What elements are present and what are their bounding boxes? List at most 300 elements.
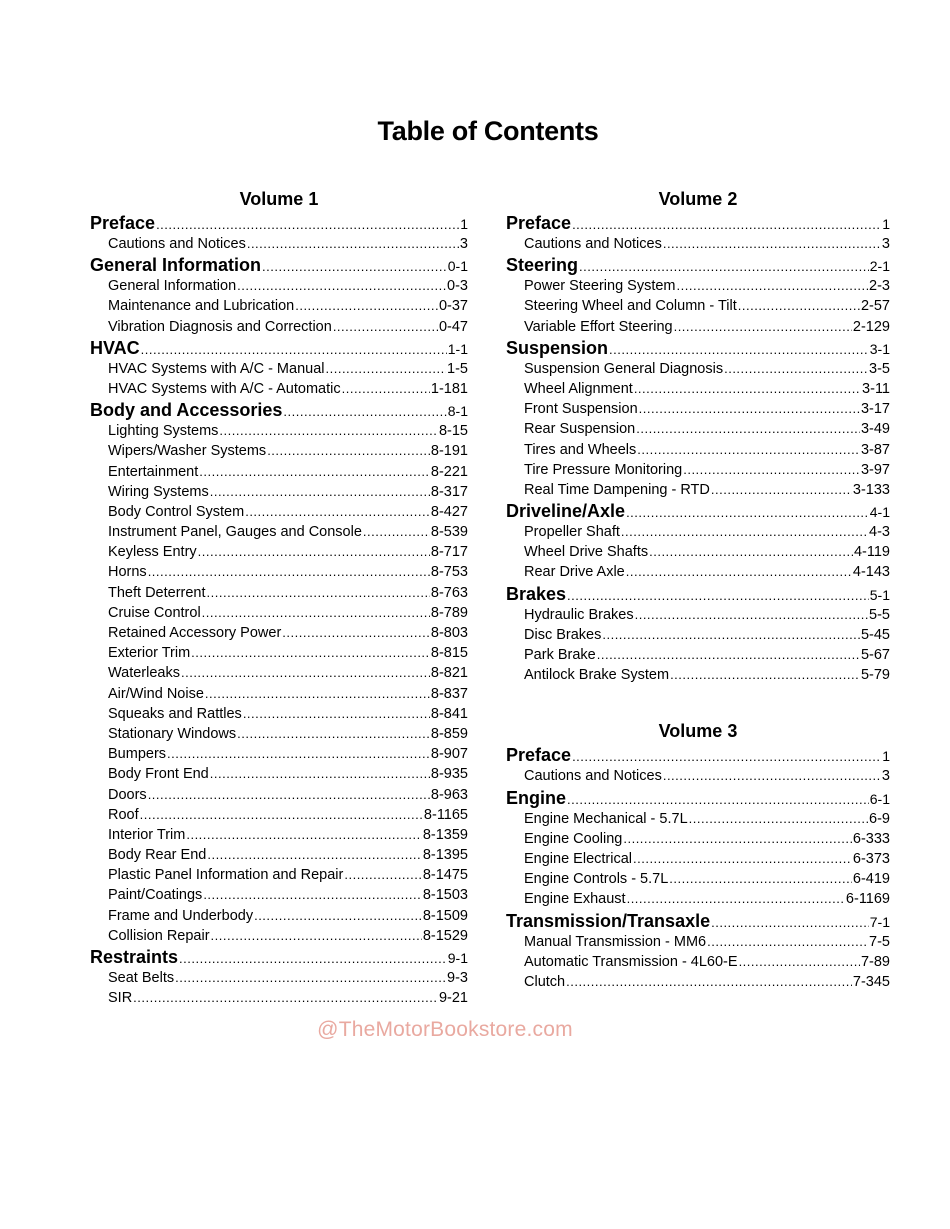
dot-leader bbox=[572, 214, 881, 236]
toc-entry[interactable] bbox=[90, 462, 468, 482]
toc-entry[interactable] bbox=[90, 542, 468, 562]
toc-entry-page: 5-79 bbox=[860, 667, 890, 684]
dot-leader bbox=[141, 339, 447, 361]
toc-section-page: 3-1 bbox=[869, 340, 890, 357]
toc-entry[interactable] bbox=[90, 968, 468, 988]
toc-entry-page: 1-5 bbox=[447, 360, 468, 377]
toc-entry-page: 8-1395 bbox=[422, 847, 468, 864]
toc-entry-page: 8-935 bbox=[430, 766, 468, 783]
toc-entry[interactable] bbox=[90, 583, 468, 603]
toc-entry-title: SIR bbox=[108, 990, 133, 1007]
dot-leader bbox=[683, 460, 860, 480]
volume-1-entries bbox=[90, 212, 468, 1008]
toc-section[interactable] bbox=[90, 337, 468, 359]
toc-entry-title: Manual Transmission - MM6 bbox=[524, 933, 707, 950]
toc-entry-title: Body Front End bbox=[108, 766, 209, 783]
toc-entry-title: Cruise Control bbox=[108, 604, 201, 621]
dot-leader bbox=[283, 401, 446, 423]
toc-entry-title: Park Brake bbox=[524, 647, 596, 663]
toc-entry-title: General Information bbox=[108, 278, 237, 295]
volume-1-column bbox=[90, 186, 468, 1008]
dot-leader bbox=[634, 379, 861, 399]
toc-entry[interactable] bbox=[90, 421, 468, 441]
toc-section-page: 9-1 bbox=[447, 950, 468, 966]
toc-section-page: 7-1 bbox=[869, 913, 890, 930]
toc-section-title: Driveline/Axle bbox=[506, 501, 626, 522]
toc-entry-title: Stationary Windows bbox=[108, 725, 237, 742]
toc-entry[interactable] bbox=[90, 276, 468, 296]
toc-entry-page: 6-1169 bbox=[845, 891, 890, 908]
toc-entry[interactable] bbox=[90, 502, 468, 522]
toc-section[interactable] bbox=[90, 399, 468, 421]
dot-leader bbox=[566, 972, 852, 992]
toc-entry-page: 2-129 bbox=[852, 318, 890, 335]
dot-leader bbox=[247, 234, 459, 254]
toc-entry[interactable] bbox=[90, 926, 468, 946]
toc-entry-title: Keyless Entry bbox=[108, 544, 197, 561]
toc-entry-title: Vibration Diagnosis and Correction bbox=[108, 318, 332, 335]
toc-section[interactable] bbox=[506, 787, 890, 809]
toc-section[interactable] bbox=[506, 910, 890, 932]
dot-leader bbox=[140, 805, 423, 825]
dot-leader bbox=[198, 542, 430, 562]
toc-entry-title: Hydraulic Brakes bbox=[524, 606, 634, 623]
toc-entry-page: 3-133 bbox=[852, 481, 890, 498]
toc-entry-page: 8-907 bbox=[430, 746, 468, 763]
toc-section-title: Preface bbox=[90, 213, 156, 233]
toc-entry[interactable] bbox=[90, 805, 468, 825]
toc-entry-title: Disc Brakes bbox=[524, 626, 602, 643]
dot-leader bbox=[207, 845, 422, 865]
dot-leader bbox=[609, 339, 869, 361]
toc-entry-title: Retained Accessory Power bbox=[108, 625, 282, 641]
toc-section-title: General Information bbox=[90, 255, 262, 276]
toc-entry-page: 1-181 bbox=[430, 380, 468, 397]
toc-entry-title: Engine Electrical bbox=[524, 850, 632, 867]
toc-entry[interactable] bbox=[90, 482, 468, 502]
toc-entry-page: 8-717 bbox=[430, 544, 468, 561]
toc-entry[interactable] bbox=[506, 665, 890, 685]
toc-entry-page: 4-3 bbox=[869, 524, 890, 541]
toc-entry-page: 8-1509 bbox=[422, 907, 468, 924]
toc-section-title: Suspension bbox=[506, 337, 609, 358]
toc-entry-page: 8-763 bbox=[430, 584, 468, 601]
dot-leader bbox=[739, 952, 860, 972]
toc-entry-title: Body Rear End bbox=[108, 847, 207, 864]
toc-entry-title: Rear Suspension bbox=[524, 421, 636, 438]
toc-section[interactable] bbox=[506, 500, 890, 522]
toc-section-page: 1-1 bbox=[447, 340, 468, 357]
toc-entry-page: 0-37 bbox=[438, 298, 468, 315]
toc-entry-title: Interior Trim bbox=[108, 826, 186, 843]
toc-entry-title: Cautions and Notices bbox=[524, 236, 662, 252]
dot-leader bbox=[219, 421, 438, 441]
dot-leader bbox=[636, 419, 860, 439]
toc-entry-title: Variable Effort Steering bbox=[524, 318, 673, 335]
dot-leader bbox=[738, 296, 860, 316]
toc-entry[interactable] bbox=[90, 522, 468, 542]
toc-entry-title: HVAC Systems with A/C - Manual bbox=[108, 360, 325, 377]
toc-entry[interactable] bbox=[506, 296, 890, 316]
toc-section-title: HVAC bbox=[90, 337, 140, 358]
toc-entry-page: 8-1359 bbox=[422, 826, 468, 843]
volume-3-entries bbox=[506, 744, 890, 992]
toc-entry[interactable] bbox=[90, 441, 468, 461]
dot-leader bbox=[245, 502, 430, 522]
toc-entry-page: 8-15 bbox=[438, 423, 468, 440]
toc-section-title: Brakes bbox=[506, 583, 567, 604]
toc-entry-page: 5-5 bbox=[869, 606, 890, 623]
toc-entry-title: Air/Wind Noise bbox=[108, 685, 204, 702]
toc-entry-title: Frame and Underbody bbox=[108, 907, 254, 924]
toc-section-page: 1 bbox=[460, 216, 468, 232]
toc-entry[interactable] bbox=[506, 542, 890, 562]
toc-entry-title: Doors bbox=[108, 786, 147, 803]
dot-leader bbox=[344, 865, 421, 885]
toc-entry[interactable] bbox=[90, 785, 468, 805]
dot-leader bbox=[333, 317, 438, 337]
dot-leader bbox=[635, 605, 868, 625]
dot-leader bbox=[282, 623, 430, 643]
toc-entry-title: Instrument Panel, Gauges and Console bbox=[108, 524, 362, 541]
toc-entry-page: 7-89 bbox=[860, 953, 890, 970]
toc-entry-page: 4-143 bbox=[852, 564, 890, 581]
toc-entry[interactable] bbox=[506, 869, 890, 889]
toc-entry[interactable] bbox=[506, 276, 890, 296]
toc-entry-page: 0-3 bbox=[447, 278, 468, 295]
toc-entry[interactable] bbox=[90, 704, 468, 724]
dot-leader bbox=[326, 359, 447, 379]
toc-entry-page: 8-837 bbox=[430, 685, 468, 702]
toc-entry-page: 8-317 bbox=[430, 483, 468, 500]
toc-section-page: 1 bbox=[882, 748, 890, 765]
toc-entry[interactable] bbox=[506, 317, 890, 337]
toc-entry-title: Entertainment bbox=[108, 463, 199, 480]
toc-entry[interactable] bbox=[90, 865, 468, 885]
dot-leader bbox=[243, 704, 430, 724]
dot-leader bbox=[342, 379, 430, 399]
toc-entry-page: 8-1165 bbox=[423, 806, 468, 823]
dot-leader bbox=[254, 906, 422, 926]
toc-section-page: 2-1 bbox=[869, 258, 890, 275]
dot-leader bbox=[637, 440, 860, 460]
toc-entry-page: 3 bbox=[881, 768, 890, 785]
dot-leader bbox=[597, 645, 860, 665]
toc-entry[interactable] bbox=[90, 825, 468, 845]
toc-entry-title: Automatic Transmission - 4L60-E bbox=[524, 953, 738, 970]
toc-entry-title: Waterleaks bbox=[108, 665, 180, 682]
volume-heading: Volume 1 bbox=[239, 189, 319, 209]
toc-entry-title: Power Steering System bbox=[524, 278, 676, 295]
toc-section-title: Preface bbox=[506, 213, 572, 233]
toc-entry[interactable] bbox=[90, 562, 468, 582]
dot-leader bbox=[179, 948, 447, 970]
toc-entry[interactable] bbox=[90, 845, 468, 865]
toc-section[interactable] bbox=[90, 946, 468, 968]
toc-entry-page: 6-333 bbox=[852, 830, 890, 847]
dot-leader bbox=[621, 522, 868, 542]
toc-section[interactable] bbox=[506, 212, 890, 234]
dot-leader bbox=[626, 502, 869, 524]
toc-entry-title: Exterior Trim bbox=[108, 645, 191, 662]
watermark: @TheMotorBookstore.com bbox=[317, 1018, 573, 1041]
toc-entry[interactable] bbox=[90, 359, 468, 379]
toc-section-title: Restraints bbox=[90, 947, 179, 967]
toc-entry[interactable] bbox=[506, 766, 890, 786]
dot-leader bbox=[199, 462, 430, 482]
toc-entry[interactable] bbox=[90, 234, 468, 254]
dot-leader bbox=[627, 889, 845, 909]
dot-leader bbox=[210, 482, 430, 502]
dot-leader bbox=[649, 542, 853, 562]
toc-entry-page: 8-191 bbox=[430, 443, 468, 460]
toc-entry[interactable] bbox=[506, 399, 890, 419]
toc-entry[interactable] bbox=[506, 932, 890, 952]
toc-entry[interactable] bbox=[506, 522, 890, 542]
volume-heading: Volume 3 bbox=[658, 721, 738, 742]
toc-entry-page: 0-47 bbox=[438, 318, 468, 335]
dot-leader bbox=[724, 359, 868, 379]
toc-entry-title: Tires and Wheels bbox=[524, 441, 637, 458]
toc-section-title: Preface bbox=[506, 745, 572, 766]
toc-entry-page: 4-119 bbox=[853, 544, 890, 561]
dot-leader bbox=[707, 932, 868, 952]
toc-section-page: 1 bbox=[882, 216, 890, 232]
toc-section-page: 8-1 bbox=[447, 403, 468, 420]
toc-entry-title: Antilock Brake System bbox=[524, 667, 670, 684]
dot-leader bbox=[689, 809, 868, 829]
toc-entry[interactable] bbox=[90, 906, 468, 926]
toc-entry-title: Wheel Alignment bbox=[524, 380, 633, 397]
dot-leader bbox=[267, 441, 430, 461]
toc-entry-title: Clutch bbox=[524, 973, 566, 990]
toc-entry-page: 3-5 bbox=[869, 360, 890, 377]
toc-entry-page: 8-1475 bbox=[422, 867, 468, 884]
toc-entry-page: 2-57 bbox=[860, 298, 890, 315]
dot-leader bbox=[674, 317, 852, 337]
toc-section[interactable] bbox=[90, 212, 468, 234]
dot-leader bbox=[572, 746, 881, 768]
dot-leader bbox=[203, 885, 422, 905]
toc-entry[interactable] bbox=[506, 419, 890, 439]
toc-entry-page: 5-67 bbox=[860, 647, 890, 663]
toc-entry-page: 8-1529 bbox=[422, 927, 468, 944]
toc-entry-page: 8-859 bbox=[430, 725, 468, 742]
volume-heading: Volume 2 bbox=[658, 189, 738, 209]
toc-entry[interactable] bbox=[90, 744, 468, 764]
toc-entry[interactable] bbox=[506, 625, 890, 645]
toc-entry-title: Engine Mechanical - 5.7L bbox=[524, 810, 688, 827]
dot-leader bbox=[148, 785, 430, 805]
toc-entry-page: 3-87 bbox=[860, 441, 890, 458]
toc-section-page: 4-1 bbox=[869, 504, 890, 521]
toc-entry[interactable] bbox=[90, 663, 468, 683]
toc-entry[interactable] bbox=[506, 440, 890, 460]
toc-entry-title: Collision Repair bbox=[108, 927, 210, 944]
toc-entry[interactable] bbox=[506, 480, 890, 500]
dot-leader bbox=[677, 276, 869, 296]
toc-entry-page: 8-815 bbox=[430, 645, 468, 662]
toc-entry[interactable] bbox=[506, 562, 890, 582]
dot-leader bbox=[202, 603, 430, 623]
toc-entry-page: 3-97 bbox=[860, 461, 890, 478]
toc-entry[interactable] bbox=[90, 643, 468, 663]
toc-section-title: Engine bbox=[506, 787, 567, 808]
dot-leader bbox=[363, 522, 430, 542]
toc-entry-title: Horns bbox=[108, 564, 147, 581]
toc-section-title: Steering bbox=[506, 255, 579, 276]
page-title: Table of Contents bbox=[377, 116, 599, 146]
toc-entry-page: 2-3 bbox=[869, 278, 890, 295]
toc-entry-page: 6-419 bbox=[852, 871, 890, 888]
toc-entry-title: Paint/Coatings bbox=[108, 887, 203, 904]
toc-entry-page: 8-803 bbox=[430, 625, 468, 641]
toc-entry-page: 7-345 bbox=[852, 973, 890, 990]
toc-entry[interactable] bbox=[506, 952, 890, 972]
toc-section-page: 6-1 bbox=[869, 790, 890, 807]
dot-leader bbox=[181, 663, 430, 683]
toc-entry[interactable] bbox=[506, 359, 890, 379]
toc-entry-page: 8-539 bbox=[430, 524, 468, 541]
toc-entry-title: Body Control System bbox=[108, 503, 245, 520]
dot-leader bbox=[191, 643, 430, 663]
toc-entry[interactable] bbox=[90, 988, 468, 1008]
dot-leader bbox=[633, 849, 852, 869]
toc-section-page: 0-1 bbox=[447, 258, 468, 275]
dot-leader bbox=[205, 684, 430, 704]
toc-section[interactable] bbox=[506, 337, 890, 359]
dot-leader bbox=[148, 562, 430, 582]
toc-entry-page: 9-21 bbox=[438, 990, 468, 1007]
dot-leader bbox=[663, 234, 881, 254]
toc-entry[interactable] bbox=[506, 605, 890, 625]
dot-leader bbox=[711, 912, 869, 934]
toc-entry-title: Tire Pressure Monitoring bbox=[524, 461, 683, 478]
dot-leader bbox=[237, 724, 430, 744]
toc-entry-page: 3 bbox=[459, 236, 468, 252]
toc-entry-title: Engine Cooling bbox=[524, 830, 623, 847]
toc-entry-title: Cautions and Notices bbox=[524, 768, 662, 785]
toc-entry[interactable] bbox=[90, 379, 468, 399]
dot-leader bbox=[663, 766, 881, 786]
toc-entry-page: 3-17 bbox=[860, 401, 890, 418]
toc-entry-title: Front Suspension bbox=[524, 401, 638, 418]
toc-entry[interactable] bbox=[90, 603, 468, 623]
toc-entry-title: Lighting Systems bbox=[108, 423, 219, 440]
dot-leader bbox=[262, 256, 447, 278]
dot-leader bbox=[175, 968, 446, 988]
toc-section-page: 5-1 bbox=[869, 586, 890, 603]
toc-section[interactable] bbox=[506, 744, 890, 766]
toc-entry-page: 8-427 bbox=[430, 503, 468, 520]
toc-section-title: Transmission/Transaxle bbox=[506, 910, 711, 931]
toc-entry-title: Engine Controls - 5.7L bbox=[524, 871, 669, 888]
volume-2-entries bbox=[506, 212, 890, 685]
dot-leader bbox=[156, 214, 459, 236]
volume-2-3-column bbox=[506, 186, 890, 992]
toc-entry-page: 8-221 bbox=[430, 463, 468, 480]
dot-leader bbox=[237, 276, 446, 296]
dot-leader bbox=[133, 988, 438, 1008]
toc-entry-title: Wipers/Washer Systems bbox=[108, 443, 267, 460]
dot-leader bbox=[567, 789, 869, 811]
toc-entry-page: 8-821 bbox=[430, 665, 468, 682]
toc-entry-page: 7-5 bbox=[869, 933, 890, 950]
dot-leader bbox=[602, 625, 860, 645]
toc-entry[interactable] bbox=[90, 317, 468, 337]
dot-leader bbox=[167, 744, 430, 764]
toc-entry[interactable] bbox=[90, 623, 468, 643]
toc-entry-title: Engine Exhaust bbox=[524, 891, 626, 908]
dot-leader bbox=[670, 665, 860, 685]
toc-entry-page: 6-373 bbox=[852, 850, 890, 867]
toc-entry-page: 3-49 bbox=[860, 421, 890, 438]
toc-section[interactable] bbox=[506, 254, 890, 276]
toc-entry[interactable] bbox=[506, 234, 890, 254]
dot-leader bbox=[626, 562, 852, 582]
toc-entry[interactable] bbox=[90, 724, 468, 744]
toc-entry-title: Squeaks and Rattles bbox=[108, 705, 242, 722]
dot-leader bbox=[669, 869, 852, 889]
toc-entry[interactable] bbox=[506, 972, 890, 992]
toc-entry-page: 8-1503 bbox=[422, 887, 468, 904]
toc-entry[interactable] bbox=[506, 460, 890, 480]
dot-leader bbox=[639, 399, 860, 419]
toc-entry[interactable] bbox=[506, 849, 890, 869]
dot-leader bbox=[210, 764, 430, 784]
toc-entry[interactable] bbox=[506, 645, 890, 665]
dot-leader bbox=[295, 296, 438, 316]
toc-entry-title: Suspension General Diagnosis bbox=[524, 360, 724, 377]
toc-entry[interactable] bbox=[506, 829, 890, 849]
toc-entry-title: Plastic Panel Information and Repair bbox=[108, 867, 344, 884]
toc-entry[interactable] bbox=[90, 764, 468, 784]
toc-entry-title: Maintenance and Lubrication bbox=[108, 298, 295, 315]
toc-entry-title: Theft Deterrent bbox=[108, 584, 206, 601]
dot-leader bbox=[711, 480, 852, 500]
toc-entry-title: Steering Wheel and Column - Tilt bbox=[524, 298, 737, 315]
toc-entry-page: 8-841 bbox=[430, 705, 468, 722]
toc-section[interactable] bbox=[90, 254, 468, 276]
toc-entry[interactable] bbox=[506, 379, 890, 399]
toc-entry[interactable] bbox=[90, 885, 468, 905]
toc-entry-page: 3-11 bbox=[862, 380, 890, 397]
toc-entry-title: Wheel Drive Shafts bbox=[524, 544, 649, 561]
toc-entry-page: 8-963 bbox=[430, 786, 468, 803]
dot-leader bbox=[623, 829, 852, 849]
toc-entry-title: Cautions and Notices bbox=[108, 236, 246, 252]
dot-leader bbox=[186, 825, 422, 845]
toc-entry-title: Seat Belts bbox=[108, 970, 175, 986]
toc-entry[interactable] bbox=[90, 684, 468, 704]
toc-section[interactable] bbox=[506, 583, 890, 605]
dot-leader bbox=[567, 585, 869, 607]
dot-leader bbox=[207, 583, 430, 603]
toc-entry[interactable] bbox=[90, 296, 468, 316]
toc-entry-title: Wiring Systems bbox=[108, 483, 209, 500]
toc-entry-page: 8-753 bbox=[430, 564, 468, 581]
toc-entry-title: HVAC Systems with A/C - Automatic bbox=[108, 380, 341, 397]
toc-entry-page: 6-9 bbox=[869, 810, 890, 827]
toc-entry-page: 9-3 bbox=[447, 970, 468, 986]
toc-entry-title: Rear Drive Axle bbox=[524, 564, 625, 581]
toc-entry[interactable] bbox=[506, 889, 890, 909]
toc-entry-title: Roof bbox=[108, 806, 139, 823]
dot-leader bbox=[211, 926, 422, 946]
toc-entry[interactable] bbox=[506, 809, 890, 829]
toc-entry-page: 8-789 bbox=[430, 604, 468, 621]
toc-entry-title: Bumpers bbox=[108, 746, 167, 763]
